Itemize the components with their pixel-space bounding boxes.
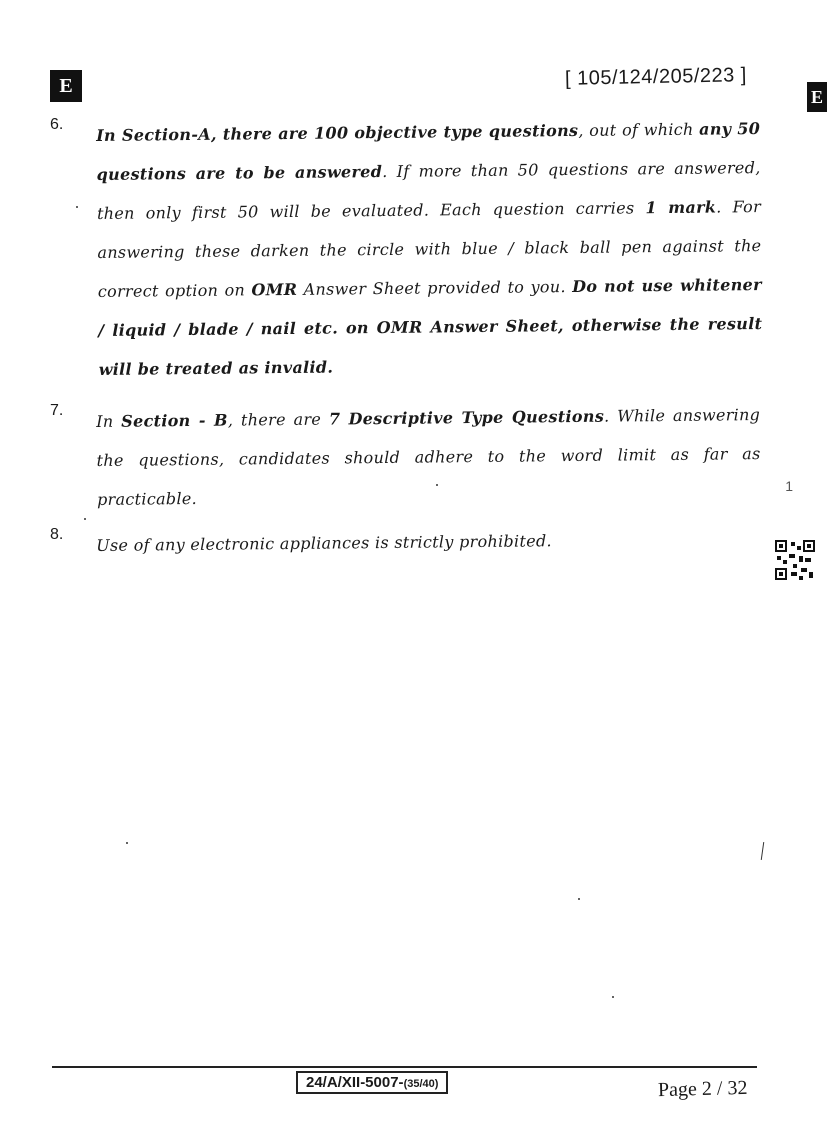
item-number: 8. bbox=[50, 526, 64, 543]
item-number: 6. bbox=[50, 116, 64, 133]
body-text: Answer Sheet provided to you. bbox=[297, 277, 573, 299]
item-number: 7. bbox=[50, 402, 64, 419]
instruction-item-7 bbox=[50, 402, 760, 512]
scan-speck bbox=[76, 206, 78, 208]
scan-speck bbox=[84, 518, 86, 520]
body-text: . For answering these darken the circle with blue / black ball pen against the correct option on bbox=[97, 197, 762, 301]
scan-speck bbox=[436, 484, 438, 486]
instruction-item-6 bbox=[50, 116, 763, 386]
qr-code-icon bbox=[775, 540, 815, 580]
item-text bbox=[96, 395, 761, 519]
emphasis-text: OMR bbox=[251, 279, 298, 300]
booklet-code-main: 24/A/XII-5007- bbox=[306, 1074, 404, 1091]
margin-mark: 1 bbox=[785, 478, 793, 494]
scan-speck bbox=[126, 842, 128, 844]
scan-mark bbox=[761, 842, 764, 860]
body-text: . If more than 50 questions are answered, then only first 50 will be evaluated. Each question carries bbox=[96, 158, 761, 223]
section-badge-right: E bbox=[807, 82, 827, 112]
section-badge-left: E bbox=[50, 70, 82, 102]
scan-speck bbox=[612, 996, 614, 998]
body-text: , out of which bbox=[578, 119, 700, 140]
booklet-code bbox=[296, 1071, 448, 1094]
emphasis-text: In Section-A, there are 100 objective type questions bbox=[96, 120, 579, 145]
emphasis-text: Section - B bbox=[121, 410, 228, 431]
emphasis-text: 1 mark bbox=[645, 197, 717, 218]
emphasis-text: 7 Descriptive Type Questions bbox=[328, 406, 605, 429]
paper-codes: [ 105/124/205/223 ] bbox=[564, 64, 748, 90]
page-number: Page 2 / 32 bbox=[657, 1076, 748, 1102]
item-text bbox=[96, 519, 760, 565]
body-text: . While answering the questions, candidates should adhere to the word limit as far as practicable. bbox=[96, 405, 761, 509]
body-text: In bbox=[96, 411, 122, 431]
body-text: Use of any electronic appliances is strictly prohibited. bbox=[96, 531, 552, 555]
instruction-item-8 bbox=[50, 526, 760, 566]
item-text bbox=[96, 109, 763, 389]
body-text: , there are bbox=[227, 409, 329, 430]
emphasis-text: any 50 questions are to be answered bbox=[96, 119, 761, 184]
booklet-code-series: (35/40) bbox=[403, 1078, 439, 1090]
footer-rule bbox=[52, 1066, 757, 1068]
scan-speck bbox=[578, 898, 580, 900]
emphasis-text: Do not use whitener / liquid / blade / nail etc. on OMR Answer Sheet, otherwise the result will be treated as invalid. bbox=[98, 275, 763, 379]
